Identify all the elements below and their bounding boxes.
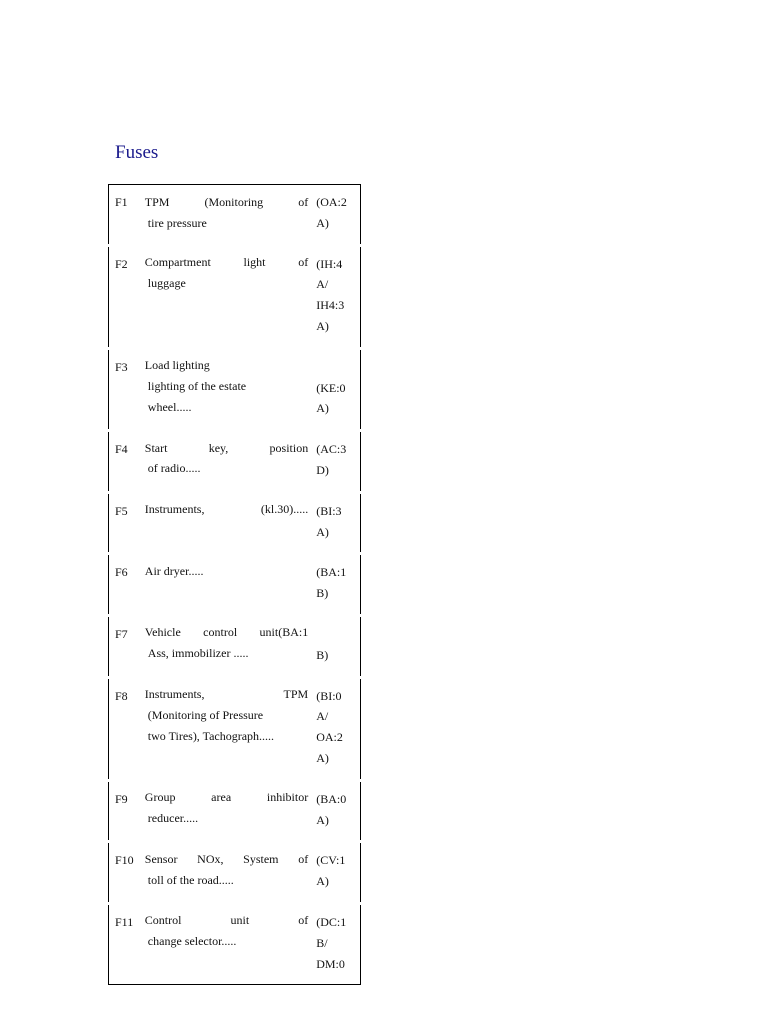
fuse-code [316,780,360,842]
fuse-row [109,185,361,246]
fuse-description-line: Instruments, TPM [144,687,309,702]
fuse-description-line: toll of the road..... [147,872,234,887]
fuse-description-line: change selector..... [147,934,237,949]
fuse-code [316,554,360,616]
fuse-id: F4 [109,431,145,493]
fuse-code-line: OA:2 [316,730,343,745]
page-heading: Fuses [115,142,159,163]
fuse-code-line: A) [316,215,329,230]
fuse-description [145,554,316,616]
fuse-id: F10 [109,842,145,904]
fuse-code-line: A/ [316,709,329,724]
fuse-description-line: Load lighting [144,358,210,373]
fuse-description [145,348,316,430]
fuse-description-line: tire pressure [147,215,207,230]
fuse-description-line: two Tires), Tachograph..... [147,728,275,743]
fuse-code-line [316,357,360,378]
fuse-code-line: A) [316,874,329,889]
fuse-code-line: B/ [316,935,328,950]
fuse-description-line: of radio..... [147,461,201,476]
fuse-code [316,677,360,780]
fuse-table [108,184,361,985]
fuse-description-line: Vehicle control unit(BA:1 [144,625,309,640]
fuse-code-line: D) [316,462,329,477]
fuse-table-body [109,185,361,985]
fuse-description-line: Instruments, (kl.30)..... [144,502,309,517]
fuse-description [145,780,316,842]
fuse-code-line: B) [316,586,329,601]
fuse-code-line [316,624,360,645]
fuse-code-line: (IH:4 [316,256,343,271]
fuse-code-line: A) [316,812,329,827]
fuse-code [316,185,360,246]
fuse-description-line: TPM (Monitoring of [144,195,309,209]
fuse-row [109,677,361,780]
fuse-code [316,348,360,430]
fuse-id: F7 [109,615,145,677]
fuse-code-line: (CV:1 [316,853,346,868]
fuse-description [145,903,316,984]
fuse-row [109,615,361,677]
fuse-description-line: Compartment light of [144,255,309,270]
fuse-code-line: A) [316,401,329,416]
fuse-id: F8 [109,677,145,780]
fuse-description-line: Group area inhibitor [144,790,309,805]
fuse-description-line: Ass, immobilizer ..... [147,646,249,661]
fuse-code-line: A/ [316,277,329,292]
fuse-description [145,492,316,554]
fuse-code-line: B) [316,647,329,662]
fuse-description-line: Control unit of [144,913,309,928]
fuse-description-line: Air dryer..... [144,563,204,578]
fuse-row [109,780,361,842]
fuse-code [316,245,360,348]
fuse-row [109,245,361,348]
fuse-description-line: reducer..... [147,811,199,826]
fuse-id: F3 [109,348,145,430]
fuse-code [316,492,360,554]
fuse-code-line: A) [316,318,329,333]
fuse-description-line: (Monitoring of Pressure [147,707,264,722]
fuse-code-line: (BA:0 [316,791,347,806]
fuse-description-line: Start key, position [144,440,309,455]
fuse-code-line: (BI:0 [316,688,342,703]
fuse-id: F6 [109,554,145,616]
fuse-code-line: (BA:1 [316,565,347,580]
fuse-code-line: (DC:1 [316,914,347,929]
fuse-description [145,431,316,493]
fuse-description [145,677,316,780]
fuse-id: F11 [109,903,145,984]
fuse-id: F2 [109,245,145,348]
fuse-id: F1 [109,185,145,246]
fuse-code-line: DM:0 [316,956,345,971]
fuse-code [316,431,360,493]
fuse-code-line: (BI:3 [316,503,342,518]
fuse-row [109,348,361,430]
fuse-description-line: lighting of the estate [147,379,247,394]
fuse-description-line: luggage [147,275,186,290]
fuse-description-line: Sensor NOx, System of [144,851,309,866]
fuse-row [109,431,361,493]
fuse-row [109,554,361,616]
fuse-row [109,842,361,904]
fuse-description [145,245,316,348]
fuse-code-line: (KE:0 [316,380,346,395]
fuse-code-line: A) [316,524,329,539]
fuse-description [145,185,316,246]
fuse-description [145,615,316,677]
fuse-code-line: (OA:2 [316,195,347,209]
fuse-code-line: IH4:3 [316,298,345,313]
fuse-row [109,492,361,554]
fuse-description [145,842,316,904]
fuse-code-line: A) [316,750,329,765]
fuse-description-line: wheel..... [147,399,192,414]
fuse-code [316,903,360,984]
fuse-id: F9 [109,780,145,842]
fuse-id: F5 [109,492,145,554]
fuse-code-line: (AC:3 [316,442,347,457]
fuse-code [316,842,360,904]
fuse-row [109,903,361,984]
fuse-code [316,615,360,677]
